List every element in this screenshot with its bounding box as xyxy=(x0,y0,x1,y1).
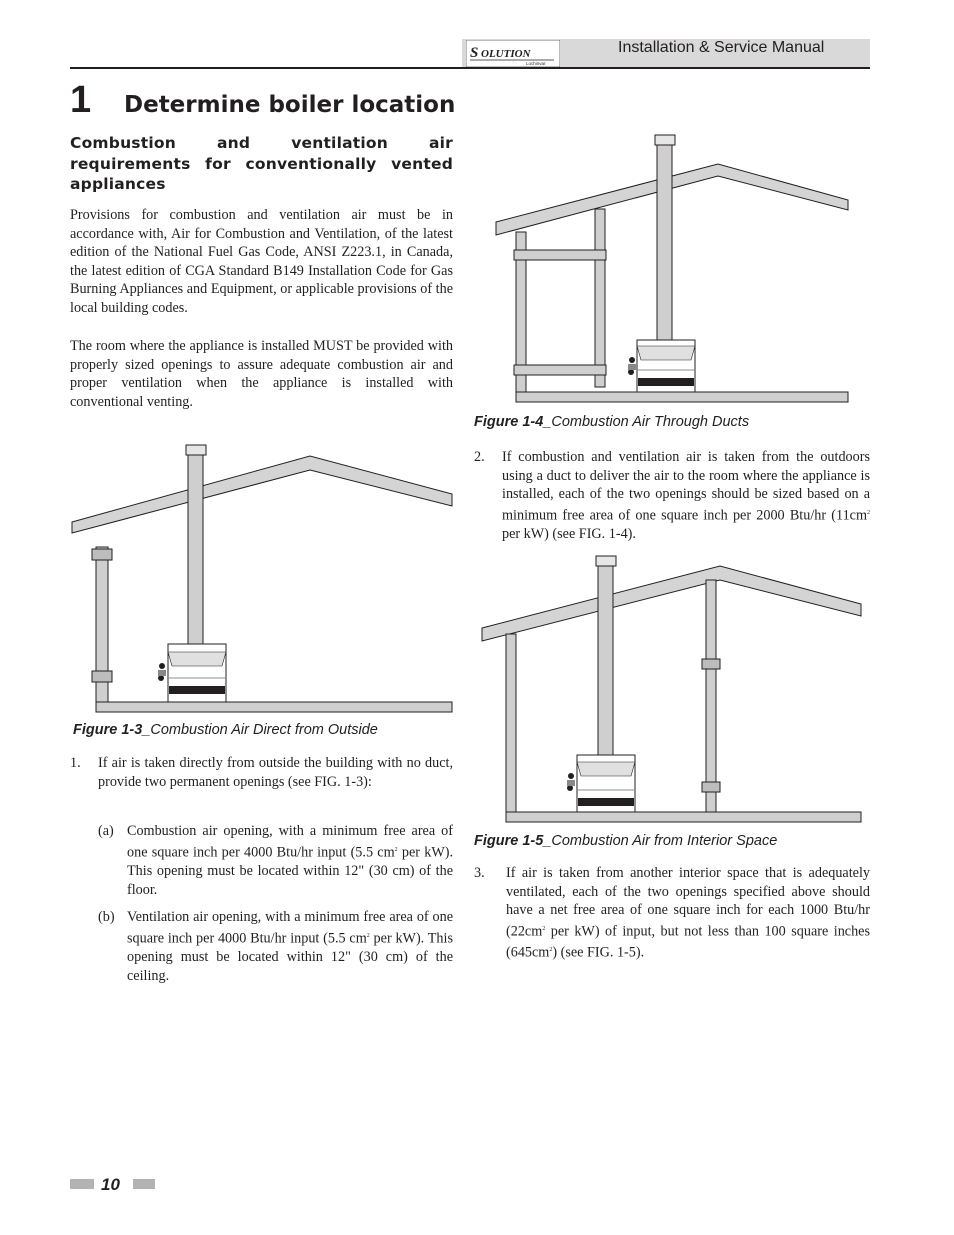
boiler xyxy=(158,644,226,702)
list-item-3-text: If air is taken from another interior space that is adequately ventilated, each of the two openings specified above should have a net free area of one square inch for each 1000 Btu/hr ($22cm^2$ per kW) of input, but not less than 100 square inches $(645cm^2)$ (see FIG. 1-5). xyxy=(506,865,870,961)
chimney-cap xyxy=(655,135,675,145)
figure-1-4-caption: Figure 1-4_Combustion Air Through Ducts xyxy=(474,414,750,430)
interior-wall xyxy=(706,580,716,812)
page-bar-right xyxy=(133,1179,155,1189)
chimney-pipe xyxy=(188,452,203,660)
paragraph-room-openings: The room where the appliance is installed MUST be provided with properly sized openings to assure adequate combustion air and proper ventilation when the appliance is installed with conventional venting. xyxy=(70,338,453,410)
figure-1-4-diagram xyxy=(494,132,854,407)
list-item-1a-label: (a) xyxy=(98,823,114,839)
inner-duct xyxy=(595,209,605,387)
roof xyxy=(482,566,861,641)
chapter-title: Determine boiler location xyxy=(124,92,456,118)
figure-1-3-diagram xyxy=(70,442,455,717)
svg-text:Lochinvar: Lochinvar xyxy=(526,61,546,66)
lower-opening xyxy=(702,782,720,792)
chimney-cap xyxy=(596,556,616,566)
floor xyxy=(506,812,861,822)
svg-text:OLUTION: OLUTION xyxy=(481,48,531,60)
header-rule xyxy=(70,67,870,69)
upper-vent xyxy=(92,549,112,560)
figure-1-3-caption: Figure 1-3_Combustion Air Direct from Outside xyxy=(73,722,378,738)
boiler xyxy=(567,755,635,812)
upper-opening xyxy=(702,659,720,669)
chapter-number: 1 xyxy=(70,79,92,121)
upper-duct xyxy=(514,250,606,260)
chimney-cap xyxy=(186,445,206,455)
chimney-pipe xyxy=(598,564,613,762)
list-item-1-text: If air is taken directly from outside the building with no duct, provide two permanent openings (see FIG. 1-3): xyxy=(98,755,453,790)
page-bar-left xyxy=(70,1179,94,1189)
section-heading: Combustion and ventilation air requirements for conventionally vented appliances xyxy=(70,134,453,193)
lower-vent xyxy=(92,671,112,682)
figure-1-5-diagram xyxy=(480,552,865,827)
manual-title: Installation & Service Manual xyxy=(618,39,825,56)
list-item-1a-text: Combustion air opening, with a minimum free area of one square inch per 4000 Btu/hr input (5.5 $cm^2$ per kW). This opening must be located within 12" (30 cm) of the floor. xyxy=(127,823,453,898)
solution-logo xyxy=(466,40,560,67)
boiler xyxy=(628,340,695,392)
svg-text:S: S xyxy=(470,45,479,61)
figure-1-5-caption: Figure 1-5_Combustion Air from Interior Space xyxy=(474,833,778,849)
list-item-2-text: If combustion and ventilation air is taken from the outdoors using a duct to deliver the air to the room where the appliance is installed, each of the two openings should be sized based on a minimum free area of one square inch per 2000 Btu/hr ($11cm^2$ per kW) (see FIG. 1-4). xyxy=(502,449,870,543)
list-item-1b-text: Ventilation air opening, with a minimum free area of one square inch per 4000 Btu/hr input (5.5 $cm^2$ per kW). This opening must be located within 12" (30 cm) of the ceiling. xyxy=(127,909,453,984)
outer-wall xyxy=(506,634,516,814)
floor xyxy=(96,702,452,712)
lower-duct xyxy=(514,365,606,375)
page-number: 10 xyxy=(101,1175,120,1194)
list-number-1: 1. xyxy=(70,755,81,771)
floor xyxy=(516,392,848,402)
paragraph-provisions: Provisions for combustion and ventilation air must be in accordance with, Air for Combustion and Ventilation, of the latest edition of the National Fuel Gas Code, ANSI Z223.1, in Canada, the latest edition of CGA Standard B149 Installation Code for Gas Burning Appliances and Equipment, or applicable provisions of the local building codes. xyxy=(70,207,453,316)
wall xyxy=(96,547,108,707)
roof xyxy=(72,456,452,533)
list-item-1b-label: (b) xyxy=(98,909,115,925)
list-number-3: 3. xyxy=(474,865,485,881)
chimney-pipe xyxy=(657,144,672,344)
list-number-2: 2. xyxy=(474,449,485,465)
